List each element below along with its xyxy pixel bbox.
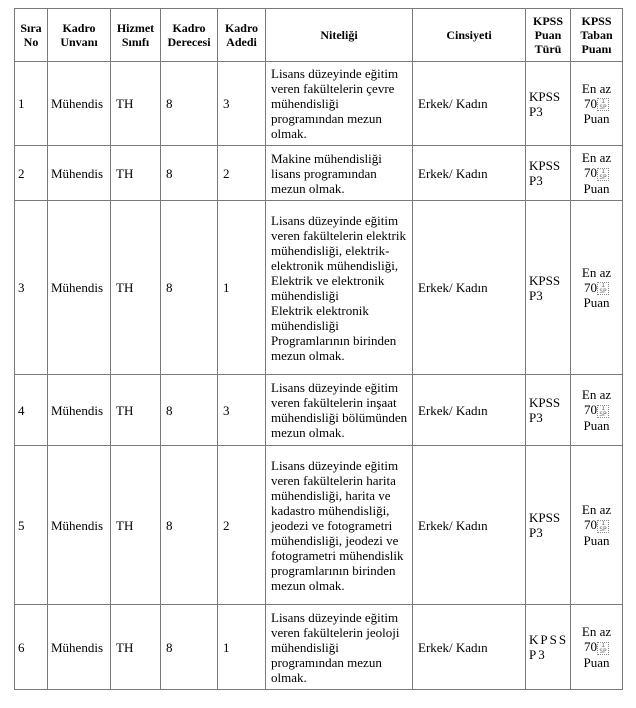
cell-derece: 8 <box>161 62 218 146</box>
cell-cinsiyet: Erkek/ Kadın <box>413 605 526 690</box>
cell-cinsiyet: Erkek/ Kadın <box>413 201 526 375</box>
cell-cinsiyet: Erkek/ Kadın <box>413 62 526 146</box>
cell-adet: 1 <box>218 605 266 690</box>
cell-taban-puani <box>571 375 623 446</box>
taban-deger-line <box>574 165 619 181</box>
taban-puan: Puan <box>583 111 610 127</box>
table-row <box>15 146 623 201</box>
cell-nitelik <box>266 146 413 201</box>
cell-unvan: Mühendis <box>48 446 111 605</box>
nitelik-text: Lisans düzeyinde eğitim veren fakültelerin jeoloji mühendisliği programından mezun olmak. <box>271 609 400 685</box>
taban-deger: 70 <box>584 517 597 533</box>
header-kadro-derecesi: Kadro Derecesi <box>161 9 218 62</box>
cell-adet: 3 <box>218 62 266 146</box>
missing-glyph-icon: 1 SP <box>597 98 609 111</box>
cell-puan-turu: KPSS P3 <box>526 62 571 146</box>
cell-nitelik <box>266 446 413 605</box>
table-row <box>15 375 623 446</box>
table-row <box>15 62 623 146</box>
cell-nitelik <box>266 201 413 375</box>
taban-puan: Puan <box>583 654 610 670</box>
cell-sira: 3 <box>15 201 48 375</box>
cell-derece: 8 <box>161 446 218 605</box>
cell-taban-puani <box>571 446 623 605</box>
cell-nitelik <box>266 605 413 690</box>
cell-adet: 2 <box>218 446 266 605</box>
cell-sinif: TH <box>111 375 161 446</box>
missing-glyph-icon: 1 SP <box>597 282 609 295</box>
cell-puan-turu: KPSS P3 <box>526 605 571 690</box>
cell-unvan: Mühendis <box>48 375 111 446</box>
cell-nitelik <box>266 62 413 146</box>
table-row <box>15 446 623 605</box>
taban-deger-line <box>574 639 619 655</box>
nitelik-text: Lisans düzeyinde eğitim veren fakültelerin çevre mühendisliği programından mezun olmak. <box>271 66 399 141</box>
cell-derece: 8 <box>161 605 218 690</box>
cell-nitelik <box>266 375 413 446</box>
cell-sinif: TH <box>111 605 161 690</box>
nitelik-text: Lisans düzeyinde eğitim veren fakültelerin inşaat mühendisliği bölümünden mezun olmak. <box>271 380 408 440</box>
cell-taban-puani <box>571 605 623 690</box>
cell-adet: 2 <box>218 146 266 201</box>
cell-unvan: Mühendis <box>48 146 111 201</box>
cell-unvan: Mühendis <box>48 201 111 375</box>
cell-sira: 1 <box>15 62 48 146</box>
cell-taban-puani <box>571 201 623 375</box>
cell-sira: 4 <box>15 375 48 446</box>
nitelik-text: Lisans düzeyinde eğitim veren fakültelerin harita mühendisliği, harita ve kadastro mühendisliği, jeodezi ve fotogrametri mühendisliği, jeodezi ve fotogrametri mühendislik programlarının birinden mezun olmak. <box>271 457 404 593</box>
cell-sira: 5 <box>15 446 48 605</box>
cell-cinsiyet: Erkek/ Kadın <box>413 446 526 605</box>
taban-deger-line <box>574 280 619 296</box>
taban-en-az: En az <box>581 624 612 640</box>
header-kpss-puan-turu: KPSS Puan Türü <box>526 9 571 62</box>
cell-unvan: Mühendis <box>48 62 111 146</box>
cell-derece: 8 <box>161 146 218 201</box>
cell-unvan: Mühendis <box>48 605 111 690</box>
taban-en-az: En az <box>581 502 612 518</box>
header-cinsiyeti: Cinsiyeti <box>413 9 526 62</box>
kadro-table <box>14 8 623 690</box>
nitelik-text: Makine mühendisliği lisans programından mezun olmak. <box>271 150 382 196</box>
cell-adet: 1 <box>218 201 266 375</box>
header-sira-no: Sıra No <box>15 9 48 62</box>
header-kadro-adedi: Kadro Adedi <box>218 9 266 62</box>
cell-puan-turu: KPSS P3 <box>526 375 571 446</box>
taban-en-az: En az <box>581 80 612 96</box>
table-row <box>15 201 623 375</box>
taban-deger: 70 <box>584 402 597 418</box>
missing-glyph-icon: 1 SP <box>597 168 609 181</box>
cell-puan-turu: KPSS P3 <box>526 201 571 375</box>
cell-derece: 8 <box>161 375 218 446</box>
taban-deger-line <box>574 517 619 533</box>
cell-adet: 3 <box>218 375 266 446</box>
taban-puan: Puan <box>583 180 610 196</box>
taban-puan: Puan <box>583 532 610 548</box>
missing-glyph-icon: 1 SP <box>597 642 609 655</box>
cell-derece: 8 <box>161 201 218 375</box>
missing-glyph-icon: 1 SP <box>597 520 609 533</box>
taban-deger: 70 <box>584 165 597 181</box>
cell-sinif: TH <box>111 201 161 375</box>
table-row <box>15 605 623 690</box>
header-row <box>15 9 623 62</box>
taban-deger-line <box>574 402 619 418</box>
taban-deger: 70 <box>584 95 597 111</box>
taban-puan: Puan <box>583 417 610 433</box>
header-hizmet-sinifi: Hizmet Sınıfı <box>111 9 161 62</box>
taban-puan: Puan <box>583 295 610 311</box>
taban-en-az: En az <box>581 387 612 403</box>
header-kadro-unvani: Kadro Unvanı <box>48 9 111 62</box>
taban-deger-line <box>574 96 619 112</box>
taban-deger: 70 <box>584 639 597 655</box>
cell-sinif: TH <box>111 62 161 146</box>
cell-cinsiyet: Erkek/ Kadın <box>413 146 526 201</box>
taban-deger: 70 <box>584 279 597 295</box>
taban-en-az: En az <box>581 150 612 166</box>
cell-taban-puani <box>571 146 623 201</box>
header-niteligi: Niteliği <box>266 9 413 62</box>
cell-sinif: TH <box>111 446 161 605</box>
cell-puan-turu: KPSS P3 <box>526 446 571 605</box>
nitelik-text: Lisans düzeyinde eğitim veren fakültelerin elektrik mühendisliği, elektrik-elektronik mühendisliği, Elektrik ve elektronik mühendisliği Elektrik elektronik mühendisliği Programlarının birinden mezun olmak. <box>271 212 406 363</box>
cell-taban-puani <box>571 62 623 146</box>
cell-cinsiyet: Erkek/ Kadın <box>413 375 526 446</box>
cell-sira: 2 <box>15 146 48 201</box>
cell-sinif: TH <box>111 146 161 201</box>
cell-puan-turu: KPSS P3 <box>526 146 571 201</box>
taban-en-az: En az <box>581 264 612 280</box>
cell-sira: 6 <box>15 605 48 690</box>
missing-glyph-icon: 1 SP <box>597 405 609 418</box>
header-kpss-taban-puani: KPSS Taban Puanı <box>571 9 623 62</box>
